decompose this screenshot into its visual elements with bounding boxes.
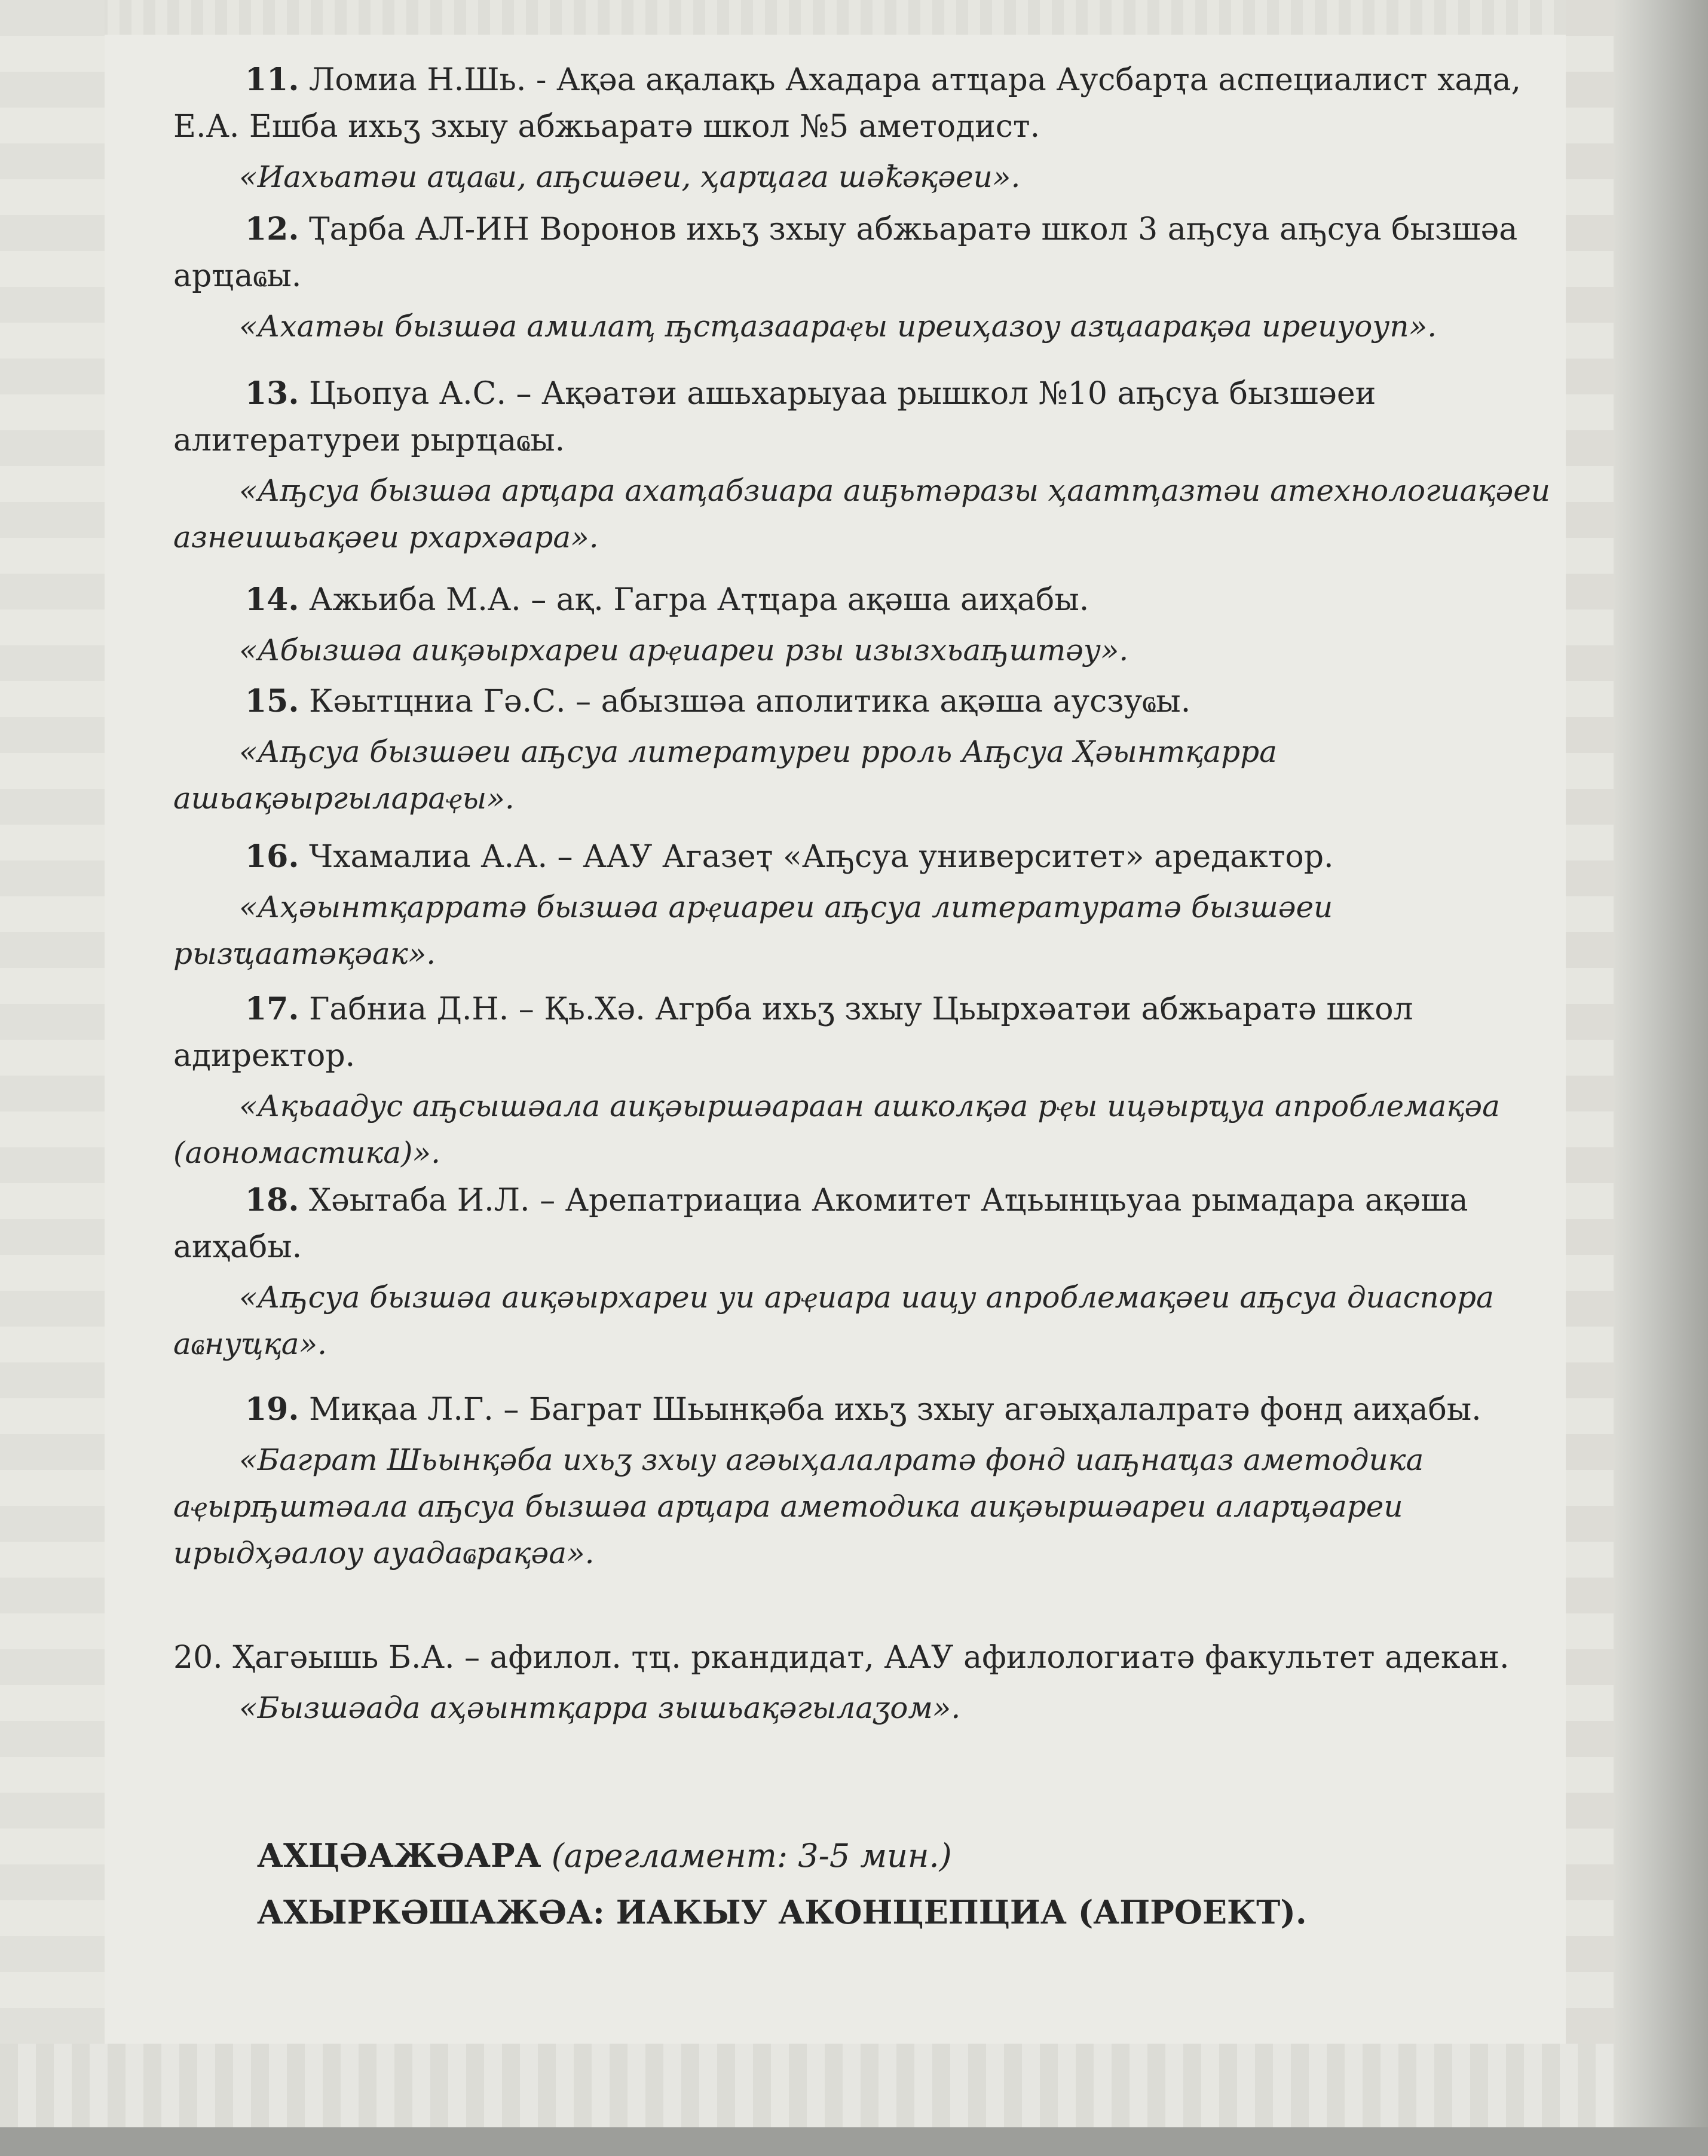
entry-author: Миқаа Л.Г. – Баграт Шьынқәба ихьӡ зхыу агәыҳалалратә фонд аиҳабы. (299, 1392, 1482, 1428)
ornamental-border-bottom (0, 2044, 1655, 2133)
program-entry-17 (173, 986, 1560, 1176)
entry-speaker (173, 206, 1560, 299)
entry-speaker (173, 577, 1560, 623)
entry-topic: «Аҧсуа бызшәеи аҧсуа литературеи рроль Аҧсуа Ҳәынтқарра ашьақәыргыларaҿы». (173, 734, 1277, 816)
entry-topic: «Иахьатәи аҵаҩи, аҧсшәеи, ҳарҵага шәҟәқәеи». (239, 160, 1021, 194)
entry-number: 16. (245, 838, 299, 875)
final-line (257, 1888, 1572, 1937)
program-entry-15 (173, 678, 1560, 822)
program-entry-12 (173, 206, 1560, 350)
entry-author: Габниа Д.Н. – Қь.Хә. Агрба ихьӡ зхыу Цьырхәатәи абжьаратә школ адиректор. (173, 991, 1413, 1074)
entry-speaker (173, 1177, 1560, 1270)
discussion-label: АХЦӘАЖӘАРА (257, 1836, 541, 1875)
entry-topic: «Аҧсуа бызшәа арҵара ахаҭабзиара аиҕьтәразы ҳааmҭазтәи атехнологиақәеи азнеишьақәеи рхархәара». (173, 473, 1550, 555)
entry-number: 14. (245, 581, 299, 618)
ornamental-border-left (0, 0, 105, 2133)
program-entry-16 (173, 834, 1560, 977)
entry-speaker (173, 678, 1560, 725)
entry-number: 18. (245, 1182, 299, 1218)
entry-topic: «Бызшәада аҳәынтқарра зышьақәгылаӡом». (239, 1690, 961, 1725)
entry-number: 13. (245, 375, 299, 412)
entry-topic: «Абызшәа аиқәырхареи арҿиареи рзы изызхьаҧштәу». (239, 633, 1129, 667)
program-entry-18 (173, 1177, 1560, 1367)
entry-author: Ҭарба АЛ-ИН Воронов ихьӡ зхыу абжьаратә школ 3 аҧсуа аҧсуа бызшәа арҵаҩы. (173, 212, 1518, 294)
entry-number: 17. (245, 991, 299, 1027)
entry-speaker (173, 986, 1560, 1079)
entry-number: 20. (173, 1640, 223, 1676)
entry-topic: «Ақьаадус аҧсышәала аиқәыршәараан ашколқәа рҿы ицәырҵуа апроблемақәа (аономастика)». (173, 1089, 1500, 1170)
entry-author: Кәытцниа Гә.С. – абызшәа аполитика ақәша аусзуҩы. (299, 684, 1191, 719)
entry-speaker (173, 834, 1560, 880)
entry-author: Ҳагәышь Б.А. – афилол. ҭҵ. ркандидат, ААУ афилологиатә факультет адекан. (222, 1640, 1510, 1676)
entry-author: Хәытаба И.Л. – Арепатриациа Акомитет Аҵьынцьуаа рымадара ақәша аиҳабы. (173, 1183, 1468, 1265)
discussion-line (257, 1832, 1572, 1880)
page-edge-shadow (1614, 0, 1708, 2156)
discussion-note: (арегламент: 3-5 мин.) (541, 1837, 952, 1875)
program-entry-20 (173, 1634, 1560, 1731)
entry-author: Ломиа Н.Шь. - Ақәа ақалақь Ахадара атҵара Аусбарҭа аспециалист хада, Е.А. Ешба ихьӡ зхыу абжьаратә школ №5 аметодист. (173, 62, 1521, 145)
entry-topic: «Ахатәы бызшәа амилаҭ ҧсҭазаараҿы иреиҳазоу азҵаарақәа иреиуоуп». (239, 309, 1437, 344)
entry-speaker (173, 1386, 1560, 1433)
program-entry-13 (173, 370, 1560, 561)
entry-speaker (173, 57, 1560, 150)
program-entry-19 (173, 1386, 1560, 1576)
entry-topic: «Аҳәынтқарратә бызшәа арҿиареи аҧсуа литературатә бызшәеи рызҵаатәқәак». (173, 890, 1333, 971)
entry-number: 11. (245, 62, 299, 98)
entry-speaker (173, 370, 1560, 464)
entry-number: 19. (245, 1391, 299, 1428)
final-label: АХЫРКӘШАЖӘА: ИАКЫУ АКОНЦЕПЦИА (АПРОЕКТ). (257, 1893, 1307, 1931)
entry-topic: «Аҧсуа бызшәа аиқәырхареи уи арҿиара иацу апроблемақәеи аҧсуа диаспора аҩнуҵқа». (173, 1280, 1494, 1361)
program-entry-11 (173, 57, 1560, 200)
desk-surface (0, 2127, 1708, 2156)
entry-speaker (173, 1634, 1560, 1681)
entry-number: 15. (245, 683, 299, 719)
program-entry-14 (173, 577, 1560, 673)
ornamental-border-top (0, 0, 1655, 35)
entry-topic: «Баграт Шьынқәба ихьӡ зхыу агәыҳалалратә фонд иаҧнаҵаз аметодика аҿырҧштәала аҧсуа бызшәа арҵара аметодика аиқәыршәареи аларҵәареи ирыдҳәалоу ауадаҩрақәа». (173, 1443, 1424, 1570)
entry-author: Цьопуа А.С. – Ақәатәи ашьхарыуаа рышкол №10 аҧсуа бызшәеи алитературеи рырҵаҩы. (173, 376, 1376, 458)
entry-number: 12. (245, 211, 299, 247)
entry-author: Ажьиба М.А. – ақ. Гагра Аҭҵара ақәша аиҳабы. (299, 582, 1089, 618)
entry-author: Чхамалиа А.А. – ААУ Агазеҭ «Аҧсуа университет» аредактор. (299, 839, 1334, 875)
